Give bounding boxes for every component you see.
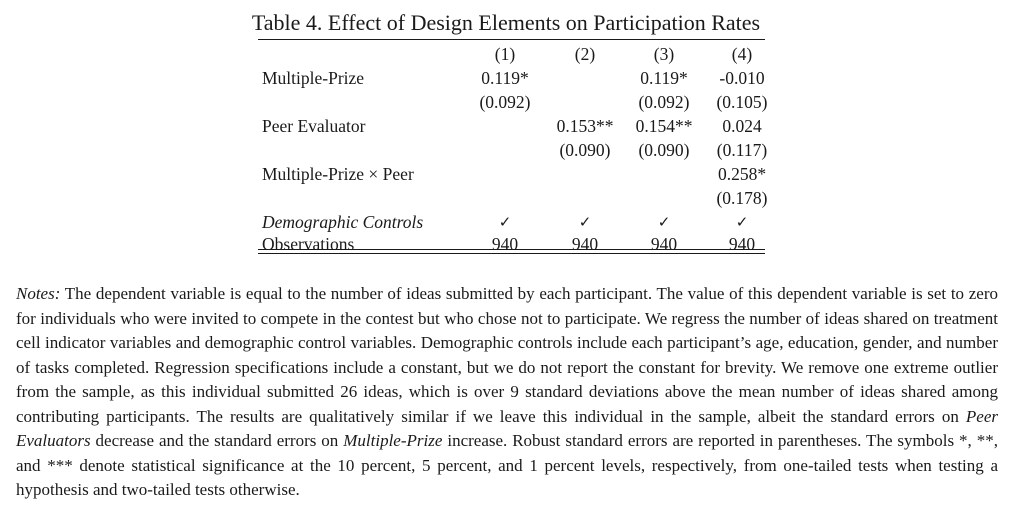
table-cell: 940	[491, 234, 519, 254]
table-row	[258, 114, 765, 138]
table-cell: 940	[571, 234, 599, 254]
notes-emphasis: Peer Evaluators	[16, 406, 998, 450]
row-label: Demographic Controls	[262, 212, 424, 232]
table-row	[258, 162, 765, 186]
table-cell: 0.024	[722, 116, 762, 136]
notes-label: Notes:	[16, 284, 61, 303]
table-cell: 940	[728, 234, 756, 254]
table-cell: (0.090)	[559, 140, 611, 160]
table-cell: 0.258*	[717, 164, 767, 184]
table-row	[258, 90, 768, 114]
notes-text: decrease and the standard errors on	[90, 431, 344, 450]
column-header: (1)	[494, 44, 516, 64]
table-cell: (0.092)	[638, 92, 690, 112]
table-row	[258, 138, 768, 162]
checkmark-icon: ✓	[498, 213, 512, 231]
top-rule	[258, 39, 765, 40]
column-header: (3)	[653, 44, 675, 64]
table-cell: (0.092)	[479, 92, 531, 112]
table-notes	[16, 282, 998, 503]
table-row	[258, 232, 765, 256]
table-cell: 0.119*	[481, 68, 529, 88]
notes-text: The dependent variable is equal to the number of ideas submitted by each participant. The value of this dependent variable is set to zero for individuals who were invited to compete in the contest but who chose not to participate. We regress the number of ideas shared on treatment cell indicator variables and demographic control variables. Demographic controls include each participant’s age, education, gender, and number of tasks completed. Regression specifications include a constant, but we do not report the constant for brevity. We remove one extreme outlier from the sample, as this individual submitted 26 ideas, which is over 9 standard deviations above the mean number of ideas shared among contributing participants. The results are qualitatively similar if we leave this individual in the sample, albeit the standard errors on	[16, 284, 998, 426]
row-label: Peer Evaluator	[262, 116, 366, 136]
table-cell: (0.090)	[638, 140, 690, 160]
checkmark-icon: ✓	[578, 213, 592, 231]
table-row	[258, 186, 768, 210]
notes-emphasis: Multiple-Prize	[343, 431, 443, 450]
table-cell: 0.154**	[635, 116, 693, 136]
table-cell: (0.105)	[716, 92, 768, 112]
row-label: Multiple-Prize	[262, 68, 365, 88]
column-header: (4)	[731, 44, 753, 64]
table-cell: (0.178)	[716, 188, 768, 208]
table-row	[258, 210, 765, 234]
table-cell: (0.117)	[716, 140, 768, 160]
table-cell: -0.010	[719, 68, 765, 88]
checkmark-icon: ✓	[657, 213, 671, 231]
row-label: Observations	[262, 234, 355, 254]
notes-text: increase. Robust standard errors are reported in parentheses. The symbols *, **, and *** denote statistical significance at the 10 percent, 5 percent, and 1 percent levels, respectively, from one-tailed tests when testing a hypothesis and two-tailed tests otherwise.	[16, 431, 998, 499]
table-cell: 940	[650, 234, 678, 254]
row-label: Multiple-Prize × Peer	[262, 164, 414, 184]
table-cell: 0.119*	[640, 68, 688, 88]
column-header-row	[258, 42, 765, 66]
checkmark-icon: ✓	[735, 213, 749, 231]
regression-table	[258, 42, 768, 256]
column-header: (2)	[574, 44, 596, 64]
table-cell: 0.153**	[556, 116, 614, 136]
table-row	[258, 66, 765, 90]
table-caption: Table 4. Effect of Design Elements on Participation Rates	[251, 10, 761, 35]
